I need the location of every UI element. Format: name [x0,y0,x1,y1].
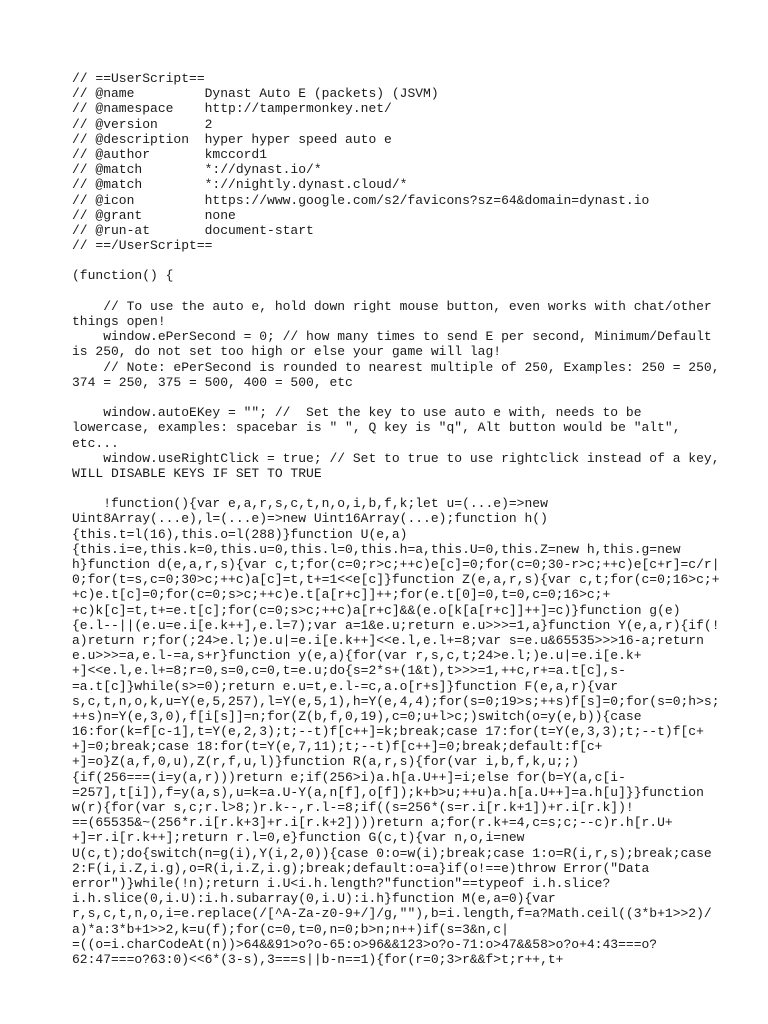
code-line: // @name Dynast Auto E (packets) (JSVM) [72,86,439,102]
code-line: // @description hyper hyper speed auto e [72,131,392,147]
code-line: lowercase, examples: spacebar is " ", Q key is "q", Alt button would be "alt", [72,420,681,436]
code-line: // @version 2 [72,116,213,132]
code-line: !function(){var e,a,r,s,c,t,n,o,i,b,f,k;let u=(...e)=>new [72,496,548,512]
code-line: =((o=i.charCodeAt(n))>64&&91>o?o-65:o>96&&123>o?o-71:o>47&&58>o?o+4:43===o? [72,936,658,952]
code-line: =257],t[i]),f=y(a,s),u=k=a.U-Y(a,n[f],o[f]);k+b>u;++u)a.h[a.U++]=a.h[u]}}function [72,784,704,800]
code-line: {if(256===(i=y(a,r)))return e;if(256>i)a.h[a.U++]=i;else for(b=Y(a,c[i- [72,769,626,785]
code-line: // ==UserScript== [72,71,205,86]
code-line: // @match *://nightly.dynast.cloud/* [72,177,408,193]
code-line: // @namespace http://tampermonkey.net/ [72,101,392,117]
code-line: 62:47===o?63:0)<<6*(3-s),3===s||b-n==1){for(r=0;3>r&&f>t;r++,t+ [72,951,564,967]
code-line: // Note: ePerSecond is rounded to nearest multiple of 250, Examples: 250 = 250, [72,359,720,375]
code-line: i.h.slice(0,i.U):i.h.subarray(0,i.U):i.h}function M(e,a=0){var [72,891,556,907]
code-line: a)*a:3*b+1>>2,k=u(f);for(c=0,t=0,n=0;b>n;n++)if(s=3&n,c| [72,921,509,937]
code-line: r,s,c,t,n,o,i=e.replace(/[^A-Za-z0-9+/]/g,""),b=i.length,f=a?Math.ceil((3*b+1>>2)/ [72,906,712,922]
code-line: // @author kmccord1 [72,146,268,162]
code-line: (function() { [72,268,174,284]
code-line: is 250, do not set too high or else your game will lag! [72,344,502,360]
code-line: // @match *://dynast.io/* [72,162,322,178]
code-line: ++s)n=Y(e,3,0),f[i[s]]=n;for(Z(b,f,0,19),c=0;u+l>c;)switch(o=y(e,b)){case [72,708,642,724]
code-line: =a.t[c]}while(s>=0);return e.u=t,e.l-=c,a.o[r+s]}function F(e,a,r){var [72,678,619,694]
code-line: h}function d(e,a,r,s){var c,t;for(c=0;r>c;++c)e[c]=0;for(c=0;30-r>c;++c)e[c+r]=c/r| [72,557,720,572]
code-line: e.u>>>=a,e.l-=a,s+r}function y(e,a){for(var r,s,c,t;24>e.l;)e.u|=e.i[e.k+ [72,648,642,664]
code-line: +]=o}Z(a,f,0,u),Z(r,f,u,l)}function R(a,r,s){for(var i,b,f,k,u;;) [72,754,580,770]
code-line: // @grant none [72,207,236,223]
code-line: window.useRightClick = true; // Set to true to use rightclick instead of a key, [72,450,720,466]
code-line: +]<<e.l,e.l+=8;r=0,s=0,c=0,t=e.u;do{s=2*s+(1&t),t>>>=1,++c,r+=a.t[c],s- [72,663,626,679]
code-line: WILL DISABLE KEYS IF SET TO TRUE [72,465,322,481]
code-line: // To use the auto e, hold down right mouse button, even works with chat/other [72,298,712,314]
code-line: error")}while(!n);return i.U<i.h.length?"function"==typeof i.h.slice? [72,875,611,891]
code-line: 374 = 250, 375 = 500, 400 = 500, etc [72,374,353,390]
code-line: ==(65535&~(256*r.i[r.k+3]+r.i[r.k+2])))return a;for(r.k+=4,c=s;c;--c)r.h[r.U+ [72,815,673,831]
code-line: {e.l--||(e.u=e.i[e.k++],e.l=7);var a=1&e.u;return e.u>>>=1,a}function Y(e,a,r){if(! [72,617,720,633]
code-line: +c)e.t[c]=0;for(c=0;s>c;++c)e.t[a[r+c]]++;for(e.t[0]=0,t=0,c=0;16>c;+ [72,587,611,603]
code-line: things open! [72,314,166,329]
code-line: {this.i=e,this.k=0,this.u=0,this.l=0,this.h=a,this.U=0,this.Z=new h,this.g=new [72,541,681,557]
code-line: // @icon https://www.google.com/s2/favicons?sz=64&domain=dynast.io [72,192,650,208]
code-line [72,390,696,405]
code-line: +]=r.i[r.k++];return r.l=0,e}function G(c,t){var n,o,i=new [72,830,525,846]
code-line: +]=0;break;case 18:for(t=Y(e,7,11);t;--t)f[c++]=0;break;default:f[c+ [72,739,603,755]
code-line: a)return r;for(;24>e.l;)e.u|=e.i[e.k++]<<e.l,e.l+=8;var s=e.u&65535>>>16-a;return [72,632,704,648]
code-line: s,c,t,n,o,k,u=Y(e,5,257),l=Y(e,5,1),h=Y(e,4,4);for(s=0;19>s;++s)f[s]=0;for(s=0;h>s; [72,693,720,709]
code-line: // ==/UserScript== [72,238,213,254]
code-line: window.ePerSecond = 0; // how many times to send E per second, Minimum/Default [72,329,712,345]
code-line [72,253,696,268]
code-line [72,284,696,299]
code-line: Uint8Array(...e),l=(...e)=>new Uint16Array(...e);function h() [72,511,548,527]
code-line: etc... [72,435,119,451]
code-line: 16:for(k=f[c-1],t=Y(e,2,3);t;--t)f[c++]=k;break;case 17:for(t=Y(e,3,3);t;--t)f[c+ [72,724,704,740]
code-line: +c)k[c]=t,t+=e.t[c];for(c=0;s>c;++c)a[r+c]&&(e.o[k[a[r+c]]++]=c)}function g(e) [72,602,681,618]
code-line: 2:F(i,i.Z,i.g),o=R(i,i.Z,i.g);break;default:o=a}if(o!==e)throw Error("Data [72,860,650,876]
code-line: U(c,t);do{switch(n=g(i),Y(i,2,0)){case 0:o=w(i);break;case 1:o=R(i,r,s);break;case [72,845,712,861]
code-line: 0;for(t=s,c=0;30>c;++c)a[c]=t,t+=1<<e[c]}function Z(e,a,r,s){var c,t;for(c=0;16>c;+ [72,572,720,588]
code-line [72,481,696,496]
code-line: {this.t=l(16),this.o=l(288)}function U(e,a) [72,526,408,542]
code-line: w(r){for(var s,c;r.l>8;)r.k--,r.l-=8;if((s=256*(s=r.i[r.k+1])+r.i[r.k])! [72,800,634,815]
code-line: window.autoEKey = ""; // Set the key to use auto e with, needs to be [72,405,642,421]
code-line: // @run-at document-start [72,222,314,238]
userscript-code-document [72,71,720,967]
